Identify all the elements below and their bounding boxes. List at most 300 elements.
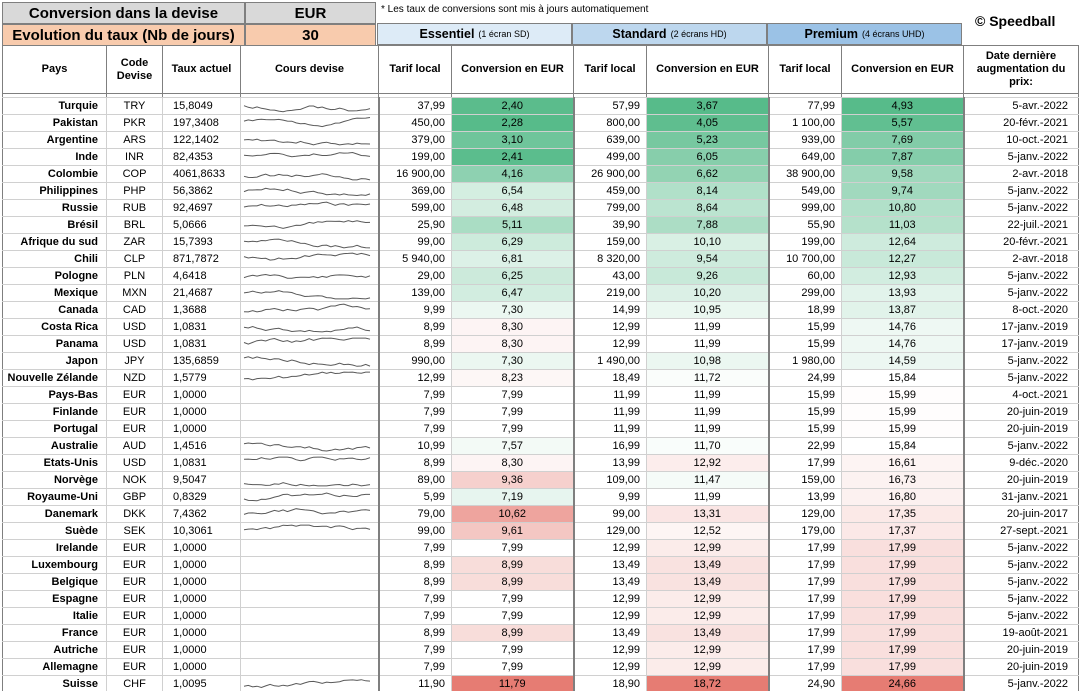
ess-local-price-cell: 79,00 [379, 506, 452, 523]
rate-sparkline [243, 252, 371, 266]
ess-local-price-cell: 8,99 [379, 319, 452, 336]
std-local-price-cell: 12,99 [574, 642, 647, 659]
prm-conversion-cell: 10,80 [842, 200, 964, 217]
country-cell: Panama [3, 336, 107, 353]
rate-trend-cell [241, 421, 379, 438]
country-cell: Argentine [3, 132, 107, 149]
prm-conversion-cell: 14,76 [842, 319, 964, 336]
prm-conversion-cell: 17,99 [842, 608, 964, 625]
prm-conversion-cell: 4,93 [842, 98, 964, 115]
currency-code-cell: TRY [107, 98, 163, 115]
conversion-currency-value[interactable] [245, 2, 376, 24]
last-increase-date-cell: 5-janv.-2022 [964, 183, 1079, 200]
ess-conversion-cell: 8,99 [452, 557, 574, 574]
current-rate-cell: 1,0095 [163, 676, 241, 691]
country-cell: France [3, 625, 107, 642]
rate-sparkline [243, 456, 371, 470]
table-row [3, 455, 1079, 472]
plan-header-standard [572, 23, 767, 45]
table-row [3, 285, 1079, 302]
col-header-prm-conversion: Conversion en EUR [842, 46, 964, 94]
current-rate-cell: 1,0000 [163, 659, 241, 676]
rate-trend-cell [241, 540, 379, 557]
prm-local-price-cell: 17,99 [769, 574, 842, 591]
country-cell: Autriche [3, 642, 107, 659]
table-row [3, 319, 1079, 336]
last-increase-date-cell: 5-janv.-2022 [964, 591, 1079, 608]
prm-conversion-cell: 9,74 [842, 183, 964, 200]
table-row [3, 251, 1079, 268]
prm-conversion-cell: 17,99 [842, 625, 964, 642]
prm-local-price-cell: 55,90 [769, 217, 842, 234]
last-increase-date-cell: 10-oct.-2021 [964, 132, 1079, 149]
prm-local-price-cell: 17,99 [769, 540, 842, 557]
prm-conversion-cell: 9,58 [842, 166, 964, 183]
std-local-price-cell: 499,00 [574, 149, 647, 166]
current-rate-cell: 1,0000 [163, 404, 241, 421]
prm-local-price-cell: 17,99 [769, 608, 842, 625]
current-rate-cell: 92,4697 [163, 200, 241, 217]
std-local-price-cell: 13,99 [574, 455, 647, 472]
rate-trend-cell [241, 115, 379, 132]
rate-evolution-days-value[interactable] [245, 24, 376, 46]
rate-sparkline-path [244, 680, 370, 688]
prm-local-price-cell: 15,99 [769, 336, 842, 353]
table-row [3, 183, 1079, 200]
last-increase-date-cell: 17-janv.-2019 [964, 336, 1079, 353]
currency-code-cell: PLN [107, 268, 163, 285]
ess-local-price-cell: 7,99 [379, 540, 452, 557]
last-increase-date-cell: 20-févr.-2021 [964, 115, 1079, 132]
std-conversion-cell: 10,20 [647, 285, 769, 302]
country-cell: Luxembourg [3, 557, 107, 574]
currency-code-cell: ZAR [107, 234, 163, 251]
country-cell: Portugal [3, 421, 107, 438]
rate-sparkline [243, 150, 371, 164]
ess-local-price-cell: 8,99 [379, 574, 452, 591]
table-row [3, 404, 1079, 421]
prm-conversion-cell: 16,73 [842, 472, 964, 489]
current-rate-cell: 135,6859 [163, 353, 241, 370]
col-header-std-local-price: Tarif local [574, 46, 647, 94]
current-rate-cell: 56,3862 [163, 183, 241, 200]
rate-sparkline-path [244, 188, 370, 195]
rate-trend-cell [241, 149, 379, 166]
rate-trend-cell [241, 557, 379, 574]
std-local-price-cell: 26 900,00 [574, 166, 647, 183]
currency-code-cell: RUB [107, 200, 163, 217]
currency-code-cell: EUR [107, 591, 163, 608]
currency-code-cell: PHP [107, 183, 163, 200]
rate-sparkline-path [244, 239, 370, 248]
prm-conversion-cell: 17,99 [842, 540, 964, 557]
ess-conversion-cell: 6,81 [452, 251, 574, 268]
rate-trend-cell [241, 489, 379, 506]
plan-name: Premium [804, 27, 858, 41]
currency-code-cell: JPY [107, 353, 163, 370]
country-cell: Colombie [3, 166, 107, 183]
last-increase-date-cell: 20-juin-2019 [964, 659, 1079, 676]
std-conversion-cell: 6,62 [647, 166, 769, 183]
table-row [3, 115, 1079, 132]
rate-trend-cell [241, 472, 379, 489]
table-body [3, 94, 1079, 691]
current-rate-cell: 82,4353 [163, 149, 241, 166]
table-row [3, 98, 1079, 115]
ess-conversion-cell: 5,11 [452, 217, 574, 234]
rate-sparkline-path [244, 525, 370, 530]
ess-local-price-cell: 199,00 [379, 149, 452, 166]
rate-trend-cell [241, 319, 379, 336]
last-increase-date-cell: 20-juin-2019 [964, 642, 1079, 659]
currency-code-cell: EUR [107, 540, 163, 557]
rate-trend-cell [241, 523, 379, 540]
ess-conversion-cell: 7,99 [452, 404, 574, 421]
currency-code-cell: EUR [107, 387, 163, 404]
auto-update-note: * Les taux de conversions sont mis à jours automatiquement [381, 4, 649, 15]
std-conversion-cell: 12,92 [647, 455, 769, 472]
prm-conversion-cell: 5,57 [842, 115, 964, 132]
std-local-price-cell: 18,90 [574, 676, 647, 691]
ess-local-price-cell: 7,99 [379, 608, 452, 625]
std-conversion-cell: 7,88 [647, 217, 769, 234]
rate-sparkline-path [244, 118, 370, 127]
table-row [3, 506, 1079, 523]
prm-conversion-cell: 12,27 [842, 251, 964, 268]
prm-local-price-cell: 17,99 [769, 557, 842, 574]
ess-conversion-cell: 7,99 [452, 608, 574, 625]
rate-trend-cell [241, 183, 379, 200]
ess-local-price-cell: 7,99 [379, 642, 452, 659]
last-increase-date-cell: 5-janv.-2022 [964, 200, 1079, 217]
rate-trend-cell [241, 574, 379, 591]
ess-conversion-cell: 6,47 [452, 285, 574, 302]
current-rate-cell: 1,5779 [163, 370, 241, 387]
ess-conversion-cell: 6,54 [452, 183, 574, 200]
rate-sparkline-path [244, 493, 370, 501]
rate-sparkline [243, 116, 371, 130]
std-conversion-cell: 11,70 [647, 438, 769, 455]
ess-local-price-cell: 8,99 [379, 455, 452, 472]
ess-local-price-cell: 7,99 [379, 387, 452, 404]
std-conversion-cell: 11,99 [647, 404, 769, 421]
std-conversion-cell: 3,67 [647, 98, 769, 115]
prm-conversion-cell: 24,66 [842, 676, 964, 691]
table-row [3, 540, 1079, 557]
currency-code-cell: INR [107, 149, 163, 166]
country-cell: Chili [3, 251, 107, 268]
current-rate-cell: 1,0831 [163, 336, 241, 353]
rate-evolution-days-label [2, 24, 245, 46]
prm-conversion-cell: 15,84 [842, 370, 964, 387]
prm-local-price-cell: 17,99 [769, 625, 842, 642]
ess-conversion-cell: 9,36 [452, 472, 574, 489]
rate-sparkline-path [244, 304, 370, 312]
prm-conversion-cell: 17,99 [842, 642, 964, 659]
rate-trend-cell [241, 166, 379, 183]
current-rate-cell: 1,0000 [163, 574, 241, 591]
plan-sub: (2 écrans HD) [670, 29, 727, 39]
currency-code-cell: ARS [107, 132, 163, 149]
rate-trend-cell [241, 676, 379, 691]
ess-local-price-cell: 8,99 [379, 557, 452, 574]
std-conversion-cell: 11,99 [647, 387, 769, 404]
ess-conversion-cell: 7,19 [452, 489, 574, 506]
rate-sparkline [243, 524, 371, 538]
country-cell: Inde [3, 149, 107, 166]
ess-conversion-cell: 7,99 [452, 659, 574, 676]
country-cell: Allemagne [3, 659, 107, 676]
rate-trend-cell [241, 642, 379, 659]
std-local-price-cell: 13,49 [574, 574, 647, 591]
last-increase-date-cell: 20-juin-2019 [964, 421, 1079, 438]
prm-local-price-cell: 999,00 [769, 200, 842, 217]
currency-code-cell: GBP [107, 489, 163, 506]
std-conversion-cell: 12,99 [647, 642, 769, 659]
rate-sparkline [243, 320, 371, 334]
rate-trend-cell [241, 285, 379, 302]
prm-local-price-cell: 15,99 [769, 404, 842, 421]
table-row [3, 489, 1079, 506]
rate-sparkline [243, 133, 371, 147]
country-cell: Philippines [3, 183, 107, 200]
rate-sparkline [243, 490, 371, 504]
prm-conversion-cell: 17,37 [842, 523, 964, 540]
rate-sparkline [243, 507, 371, 521]
last-increase-date-cell: 5-janv.-2022 [964, 574, 1079, 591]
prm-local-price-cell: 77,99 [769, 98, 842, 115]
std-local-price-cell: 14,99 [574, 302, 647, 319]
col-header-current-rate: Taux actuel [163, 46, 241, 94]
country-cell: Russie [3, 200, 107, 217]
std-conversion-cell: 12,52 [647, 523, 769, 540]
last-increase-date-cell: 5-janv.-2022 [964, 370, 1079, 387]
last-increase-date-cell: 20-juin-2017 [964, 506, 1079, 523]
country-cell: Brésil [3, 217, 107, 234]
rate-sparkline [243, 677, 371, 691]
currency-code-cell: EUR [107, 625, 163, 642]
std-local-price-cell: 129,00 [574, 523, 647, 540]
std-conversion-cell: 12,99 [647, 540, 769, 557]
rate-sparkline [243, 99, 371, 113]
current-rate-cell: 4061,8633 [163, 166, 241, 183]
rate-trend-cell [241, 438, 379, 455]
prm-conversion-cell: 12,93 [842, 268, 964, 285]
std-local-price-cell: 12,99 [574, 319, 647, 336]
country-cell: Pays-Bas [3, 387, 107, 404]
copyright-label: © Speedball [975, 13, 1056, 29]
prm-local-price-cell: 1 980,00 [769, 353, 842, 370]
prm-conversion-cell: 11,03 [842, 217, 964, 234]
ess-local-price-cell: 99,00 [379, 523, 452, 540]
prm-conversion-cell: 16,80 [842, 489, 964, 506]
country-cell: Costa Rica [3, 319, 107, 336]
col-header-std-conversion: Conversion en EUR [647, 46, 769, 94]
std-local-price-cell: 799,00 [574, 200, 647, 217]
rate-trend-cell [241, 404, 379, 421]
current-rate-cell: 871,7872 [163, 251, 241, 268]
current-rate-cell: 1,0000 [163, 591, 241, 608]
current-rate-cell: 1,4516 [163, 438, 241, 455]
prm-local-price-cell: 18,99 [769, 302, 842, 319]
currency-code-cell: CAD [107, 302, 163, 319]
plan-header-premium [767, 23, 962, 45]
last-increase-date-cell: 9-déc.-2020 [964, 455, 1079, 472]
prm-local-price-cell: 939,00 [769, 132, 842, 149]
country-cell: Japon [3, 353, 107, 370]
rate-trend-cell [241, 251, 379, 268]
country-cell: Belgique [3, 574, 107, 591]
col-header-ess-conversion: Conversion en EUR [452, 46, 574, 94]
prm-conversion-cell: 17,99 [842, 557, 964, 574]
prm-conversion-cell: 17,99 [842, 591, 964, 608]
prm-local-price-cell: 22,99 [769, 438, 842, 455]
country-cell: Etats-Unis [3, 455, 107, 472]
std-conversion-cell: 13,49 [647, 625, 769, 642]
rate-sparkline [243, 371, 371, 385]
std-local-price-cell: 9,99 [574, 489, 647, 506]
last-increase-date-cell: 5-janv.-2022 [964, 557, 1079, 574]
ess-local-price-cell: 89,00 [379, 472, 452, 489]
ess-conversion-cell: 8,99 [452, 574, 574, 591]
std-conversion-cell: 13,49 [647, 574, 769, 591]
ess-conversion-cell: 7,30 [452, 302, 574, 319]
last-increase-date-cell: 5-janv.-2022 [964, 608, 1079, 625]
rate-trend-cell [241, 217, 379, 234]
rate-trend-cell [241, 506, 379, 523]
table-row [3, 591, 1079, 608]
table-row [3, 336, 1079, 353]
conversion-currency-label-text: Conversion dans la devise [28, 4, 219, 22]
rate-evolution-days-value-text: 30 [302, 26, 319, 44]
col-header-date-line3: prix: [1009, 76, 1033, 88]
rate-sparkline-path [244, 443, 370, 451]
std-local-price-cell: 12,99 [574, 591, 647, 608]
rate-trend-cell [241, 625, 379, 642]
std-local-price-cell: 99,00 [574, 506, 647, 523]
table-row [3, 608, 1079, 625]
current-rate-cell: 7,4362 [163, 506, 241, 523]
std-local-price-cell: 459,00 [574, 183, 647, 200]
rate-sparkline [243, 269, 371, 283]
rate-sparkline-path [244, 221, 370, 229]
rate-sparkline-path [244, 327, 370, 332]
prm-conversion-cell: 17,35 [842, 506, 964, 523]
col-header-code-line2: Devise [116, 69, 153, 82]
ess-conversion-cell: 7,30 [452, 353, 574, 370]
std-conversion-cell: 12,99 [647, 659, 769, 676]
ess-local-price-cell: 11,90 [379, 676, 452, 691]
std-conversion-cell: 13,31 [647, 506, 769, 523]
last-increase-date-cell: 31-janv.-2021 [964, 489, 1079, 506]
rate-sparkline [243, 286, 371, 300]
std-local-price-cell: 11,99 [574, 404, 647, 421]
last-increase-date-cell: 27-sept.-2021 [964, 523, 1079, 540]
prm-conversion-cell: 15,99 [842, 404, 964, 421]
prm-local-price-cell: 549,00 [769, 183, 842, 200]
prm-local-price-cell: 15,99 [769, 319, 842, 336]
prm-conversion-cell: 7,69 [842, 132, 964, 149]
std-local-price-cell: 12,99 [574, 659, 647, 676]
rate-sparkline [243, 473, 371, 487]
currency-code-cell: USD [107, 455, 163, 472]
std-local-price-cell: 12,99 [574, 336, 647, 353]
country-cell: Finlande [3, 404, 107, 421]
currency-code-cell: BRL [107, 217, 163, 234]
prm-local-price-cell: 60,00 [769, 268, 842, 285]
rate-trend-cell [241, 659, 379, 676]
std-conversion-cell: 12,99 [647, 608, 769, 625]
rate-trend-cell [241, 98, 379, 115]
rate-sparkline [243, 235, 371, 249]
rate-trend-cell [241, 455, 379, 472]
prm-local-price-cell: 24,90 [769, 676, 842, 691]
last-increase-date-cell: 5-janv.-2022 [964, 676, 1079, 691]
currency-code-cell: CLP [107, 251, 163, 268]
prm-local-price-cell: 13,99 [769, 489, 842, 506]
ess-conversion-cell: 11,79 [452, 676, 574, 691]
table-row [3, 302, 1079, 319]
rate-trend-cell [241, 200, 379, 217]
table-row [3, 676, 1079, 691]
current-rate-cell: 1,3688 [163, 302, 241, 319]
country-cell: Irelande [3, 540, 107, 557]
table-row [3, 574, 1079, 591]
std-conversion-cell: 6,05 [647, 149, 769, 166]
conversion-currency-label [2, 2, 245, 24]
std-local-price-cell: 109,00 [574, 472, 647, 489]
ess-conversion-cell: 6,48 [452, 200, 574, 217]
ess-local-price-cell: 7,99 [379, 659, 452, 676]
conversion-currency-value-text: EUR [294, 4, 327, 22]
country-cell: Italie [3, 608, 107, 625]
rate-sparkline [243, 201, 371, 215]
table-row [3, 625, 1079, 642]
rate-sparkline [243, 303, 371, 317]
rate-sparkline-path [244, 106, 370, 112]
currency-code-cell: SEK [107, 523, 163, 540]
country-cell: Mexique [3, 285, 107, 302]
country-cell: Canada [3, 302, 107, 319]
ess-local-price-cell: 7,99 [379, 421, 452, 438]
ess-conversion-cell: 10,62 [452, 506, 574, 523]
table-row [3, 200, 1079, 217]
last-increase-date-cell: 5-janv.-2022 [964, 540, 1079, 557]
rate-sparkline [243, 184, 371, 198]
std-conversion-cell: 11,99 [647, 489, 769, 506]
std-local-price-cell: 13,49 [574, 625, 647, 642]
prm-local-price-cell: 179,00 [769, 523, 842, 540]
last-increase-date-cell: 2-avr.-2018 [964, 251, 1079, 268]
prm-local-price-cell: 10 700,00 [769, 251, 842, 268]
col-header-code-line1: Code [120, 56, 149, 69]
last-increase-date-cell: 22-juil.-2021 [964, 217, 1079, 234]
current-rate-cell: 1,0000 [163, 540, 241, 557]
col-header-date-line1: Date dernière [985, 50, 1057, 62]
currency-code-cell: EUR [107, 608, 163, 625]
std-local-price-cell: 11,99 [574, 421, 647, 438]
prm-local-price-cell: 199,00 [769, 234, 842, 251]
current-rate-cell: 1,0000 [163, 557, 241, 574]
current-rate-cell: 10,3061 [163, 523, 241, 540]
ess-conversion-cell: 2,28 [452, 115, 574, 132]
ess-local-price-cell: 16 900,00 [379, 166, 452, 183]
rate-sparkline-path [244, 202, 370, 207]
prm-local-price-cell: 1 100,00 [769, 115, 842, 132]
currency-code-cell: AUD [107, 438, 163, 455]
std-conversion-cell: 8,14 [647, 183, 769, 200]
std-conversion-cell: 13,49 [647, 557, 769, 574]
